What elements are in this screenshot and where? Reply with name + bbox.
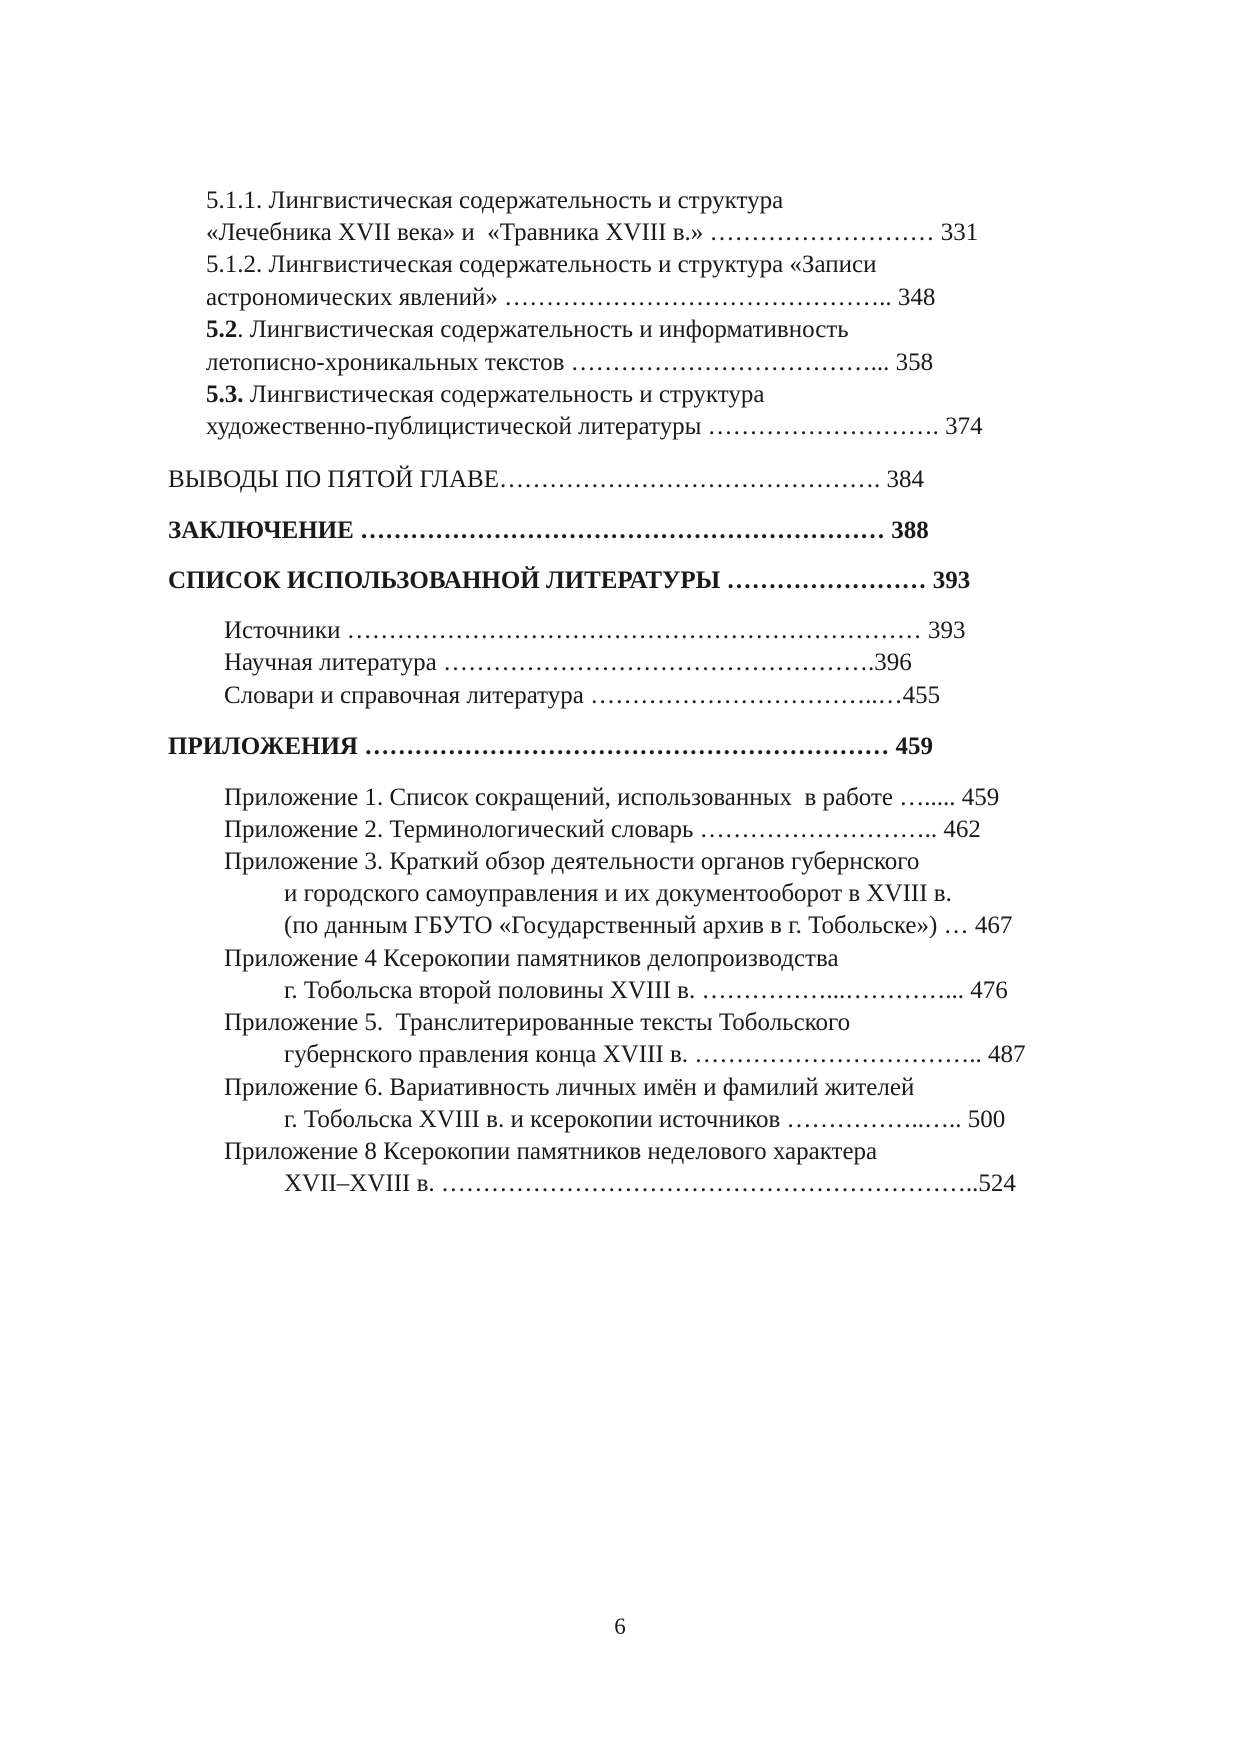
toc-entry-5-1-2-line1: 5.1.2. Лингвистическая содержательность и структура «Записи: [206, 251, 877, 278]
toc-entry-5-2-line2: летописно-хроникальных текстов ………………………………... 358: [206, 349, 934, 376]
toc-entry-5-2-line1: [206, 315, 849, 345]
toc-entry-5-3-line1: [206, 380, 764, 410]
toc-entry-5-3-number: 5.3.: [206, 381, 244, 408]
toc-appendix-2-title: . Терминологический словарь ……………………….. 462: [376, 816, 981, 843]
toc-appendix-5-line1: Приложение 5. Транслитерированные тексты Тобольского: [224, 1009, 851, 1036]
toc-dictionaries: Словари и справочная литература ……………………………..…455: [224, 682, 941, 709]
toc-appendix-2-label: Приложение 2: [224, 816, 377, 843]
toc-appendix-8-line1: Приложение 8 Ксерокопии памятников неделового характера: [224, 1138, 878, 1165]
toc-appendix-4-line2: г. Тобольска второй половины XVIII в. ……………...…………... 476: [284, 977, 1008, 1004]
toc-conclusion-heading: ЗАКЛЮЧЕНИЕ ……………………………………………………… 388: [168, 517, 929, 544]
toc-entry-5-3-title: Лингвистическая содержательность и структура: [243, 381, 765, 408]
toc-entry-5-2-title: . Лингвистическая содержательность и информативность: [237, 316, 849, 343]
toc-conclusions-chapter-5: ВЫВОДЫ ПО ПЯТОЙ ГЛАВЕ………………………………………. 384: [168, 466, 924, 493]
toc-entry-5-1-2-line2: астрономических явлений» ……………………………………….. 348: [206, 284, 936, 311]
toc-appendix-3-line3: (по данным ГБУТО «Государственный архив в г. Тобольске») … 467: [284, 912, 1013, 939]
toc-appendix-1-title: . Список сокращений, использованных в работе …..... 459: [376, 784, 1000, 811]
toc-entry-5-1-1-line2: «Лечебника XVII века» и «Травника XVIII в.» ……………………… 331: [206, 219, 979, 246]
toc-appendix-5-line2: губернского правления конца XVIII в. …………………………….. 487: [284, 1041, 1026, 1068]
toc-appendix-1-label: Приложение 1: [224, 784, 377, 811]
toc-appendix-3-line1: Приложение 3. Краткий обзор деятельности органов губернского: [224, 848, 920, 875]
toc-entry-5-2-number: 5.2: [206, 316, 238, 343]
toc-entry-5-1-1-line1: 5.1.1. Лингвистическая содержательность и структура: [206, 187, 784, 214]
toc-appendix-6-line2: г. Тобольска XVIII в. и ксерокопии источников ……………..….. 500: [284, 1106, 1006, 1133]
toc-appendix-1: [224, 783, 999, 813]
toc-scientific-literature: Научная литература …………………………………………….396: [224, 649, 912, 676]
toc-appendix-6-line1: Приложение 6. Вариативность личных имён и фамилий жителей: [224, 1074, 915, 1101]
page-number: 6: [614, 1614, 626, 1639]
toc-appendix-2: [224, 815, 981, 845]
toc-entry-5-3-line2: художественно-публицистической литературы ………………………. 374: [206, 413, 983, 440]
toc-appendix-3-line2: и городского самоуправления и их документооборот в XVIII в.: [284, 880, 952, 907]
toc-appendix-8-line2: XVII–XVIII в. ………………………………………………………..524: [284, 1170, 1016, 1197]
toc-appendices-heading: ПРИЛОЖЕНИЯ ……………………………………………………… 459: [168, 733, 933, 760]
toc-references-heading: СПИСОК ИСПОЛЬЗОВАННОЙ ЛИТЕРАТУРЫ …………………… 393: [168, 567, 971, 594]
toc-appendix-4-line1: Приложение 4 Ксерокопии памятников делопроизводства: [224, 945, 839, 972]
toc-sources: Источники …………………………………………………………… 393: [224, 617, 966, 644]
